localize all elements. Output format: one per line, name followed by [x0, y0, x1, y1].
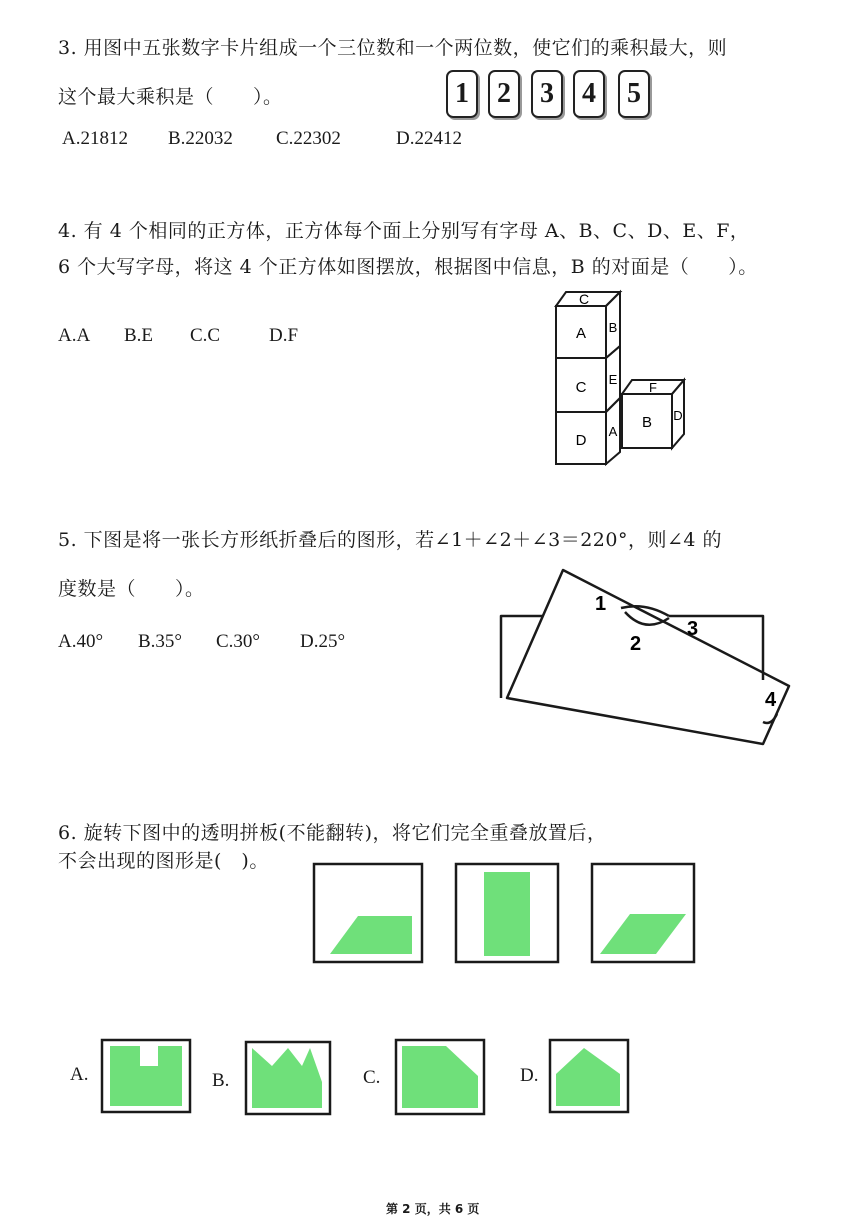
- q6-choice-b: [244, 1040, 332, 1116]
- page-footer: 第 2 页，共 6 页: [386, 1202, 480, 1216]
- digit-card-5: 5: [618, 70, 650, 118]
- q6-text-line2: 不会出现的图形是( )。: [58, 850, 269, 872]
- q4-option-b: B.E: [124, 325, 154, 346]
- digit-card-2: 2: [488, 70, 520, 118]
- q5-option-b: B.35°: [138, 631, 183, 652]
- angle-label-1: 1: [595, 593, 607, 615]
- cube-label-right-top: F: [649, 380, 657, 395]
- angle-label-3: 3: [687, 618, 699, 640]
- q4-option-a: A.A: [58, 325, 91, 346]
- q3-option-c: C.22302: [276, 128, 341, 149]
- q5-text-line2: 度数是（ ）。: [58, 578, 205, 600]
- cube-stack-figure: [550, 286, 695, 468]
- q4-text-line1: 4. 有 4 个相同的正方体，正方体每个面上分别写有字母 A、B、C、D、E、F，: [58, 220, 750, 242]
- q6-label-c: C.: [363, 1067, 381, 1088]
- cube-label-bot-front: D: [575, 432, 587, 449]
- q3-option-a: A.21812: [62, 128, 128, 149]
- digit-card-1: 1: [446, 70, 478, 118]
- digit-card-4: 4: [573, 70, 605, 118]
- q4-option-c: C.C: [190, 325, 221, 346]
- q3-text-line1: 3. 用图中五张数字卡片组成一个三位数和一个两位数，使它们的乘积最大，则: [58, 37, 728, 59]
- cube-label-bot-side: A: [608, 424, 618, 439]
- q5-option-c: C.30°: [216, 631, 261, 652]
- q3-text-line2: 这个最大乘积是（ ）。: [58, 86, 283, 108]
- q3-option-b: B.22032: [168, 128, 233, 149]
- folded-paper-figure: [495, 562, 800, 752]
- q6-choice-d: [548, 1038, 630, 1114]
- cube-label-top-front: A: [575, 325, 587, 342]
- digit-card-3: 3: [531, 70, 563, 118]
- cube-label-mid-front: C: [575, 379, 587, 396]
- q4-text-line2: 6 个大写字母，将这 4 个正方体如图摆放，根据图中信息，B 的对面是（ ）。: [58, 256, 758, 278]
- cube-label-mid-side: E: [608, 372, 618, 387]
- q4-option-d: D.F: [269, 325, 299, 346]
- q6-choice-a: [100, 1038, 192, 1114]
- q6-text-line1: 6. 旋转下图中的透明拼板(不能翻转)，将它们完全重叠放置后，: [58, 822, 607, 844]
- q6-label-d: D.: [520, 1065, 539, 1086]
- q6-label-b: B.: [212, 1070, 230, 1091]
- q5-option-d: D.25°: [300, 631, 346, 652]
- q6-choice-c: [394, 1038, 486, 1116]
- tile-rectangle: [454, 862, 560, 964]
- cube-label-top-cap: C: [578, 291, 590, 307]
- tile-parallelogram: [590, 862, 696, 964]
- cube-label-top-side: B: [608, 320, 618, 335]
- angle-label-4: 4: [765, 689, 777, 711]
- cube-label-right-side: D: [673, 408, 683, 423]
- cube-label-right-front: B: [641, 414, 653, 431]
- q6-label-a: A.: [70, 1064, 89, 1085]
- tile-trapezoid: [312, 862, 424, 964]
- q3-option-d: D.22412: [396, 128, 462, 149]
- angle-label-2: 2: [630, 633, 642, 655]
- q5-text-line1: 5. 下图是将一张长方形纸折叠后的图形，若∠1＋∠2＋∠3＝220°，则∠4 的: [58, 529, 723, 551]
- q5-option-a: A.40°: [58, 631, 104, 652]
